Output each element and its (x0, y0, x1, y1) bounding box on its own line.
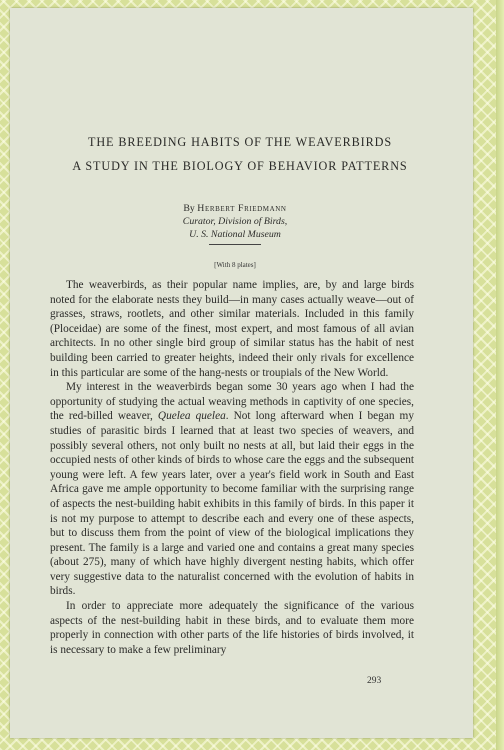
author-byline (0, 202, 470, 215)
book-spine-edge (496, 0, 504, 750)
paragraph-3: In order to appreciate more adequately the significance of the various aspects of the nest-building habit in these birds, and to evaluate them more properly in connection with other parts of the life histories of birds involved, it is necessary to make a few preliminary (50, 600, 414, 656)
title-line-1: THE BREEDING HABITS OF THE WEAVERBIRDS (87, 135, 393, 149)
page-number: 293 (367, 676, 382, 686)
species-name: Quelea quelea (157, 410, 226, 423)
plates-note: [With 8 plates] (214, 261, 256, 269)
author-institution: U. S. National Museum (189, 229, 281, 240)
title-line-2: A STUDY IN THE BIOLOGY OF BEHAVIOR PATTERNS (72, 159, 408, 173)
title-divider (209, 244, 261, 245)
author-prefix: By (183, 203, 195, 214)
paragraph-2-start: My interest in the weaverbirds began some 30 years ago when I had the opportunity of studying the actual weaving methods in captivity of one species, the red-billed weaver, (50, 381, 414, 423)
paragraph-1: The weaverbirds, as their popular name implies, are, by and large birds noted for the elaborate nests they build—in many cases actually weave—out of grasses, straws, rootlets, and other similar materials. Included in this family (Ploceidae) are some of the finest, most expert, and most famous of all avian architects. In no other single bird group of similar status has the habit of nest building been carried to greater heights, indeed their only rivals for excellence in this particular are some of the hang-nests or troupials of the New World. (50, 279, 414, 379)
author-name: Herbert Friedmann (197, 203, 287, 214)
author-role: Curator, Division of Birds, (182, 216, 288, 227)
paragraph-2 (50, 380, 414, 599)
body-text (50, 278, 414, 657)
paragraph-2-rest: . Not long afterward when I began my studies of parasitic birds I learned that at least two species of weavers, and possibly several others, not only built no nests at all, but laid their eggs in the occupied nests of other kinds of birds to whose care the eggs and the subsequent young were left. A few years later, over a year's field work in South and East Africa gave me ample opportunity to become familiar with the surprising range of aspects the nest-building habit exhibits in this family of birds. In this paper it is not my purpose to attempt to describe each and every one of these aspects, but to discuss them from the point of view of the biological implications they present. The family is a large and varied one and contains a great many species (about 275), many of which have highly divergent nesting habits, which offer very suggestive data to the naturalist concerned with the evolution of habits in birds. (50, 410, 414, 598)
